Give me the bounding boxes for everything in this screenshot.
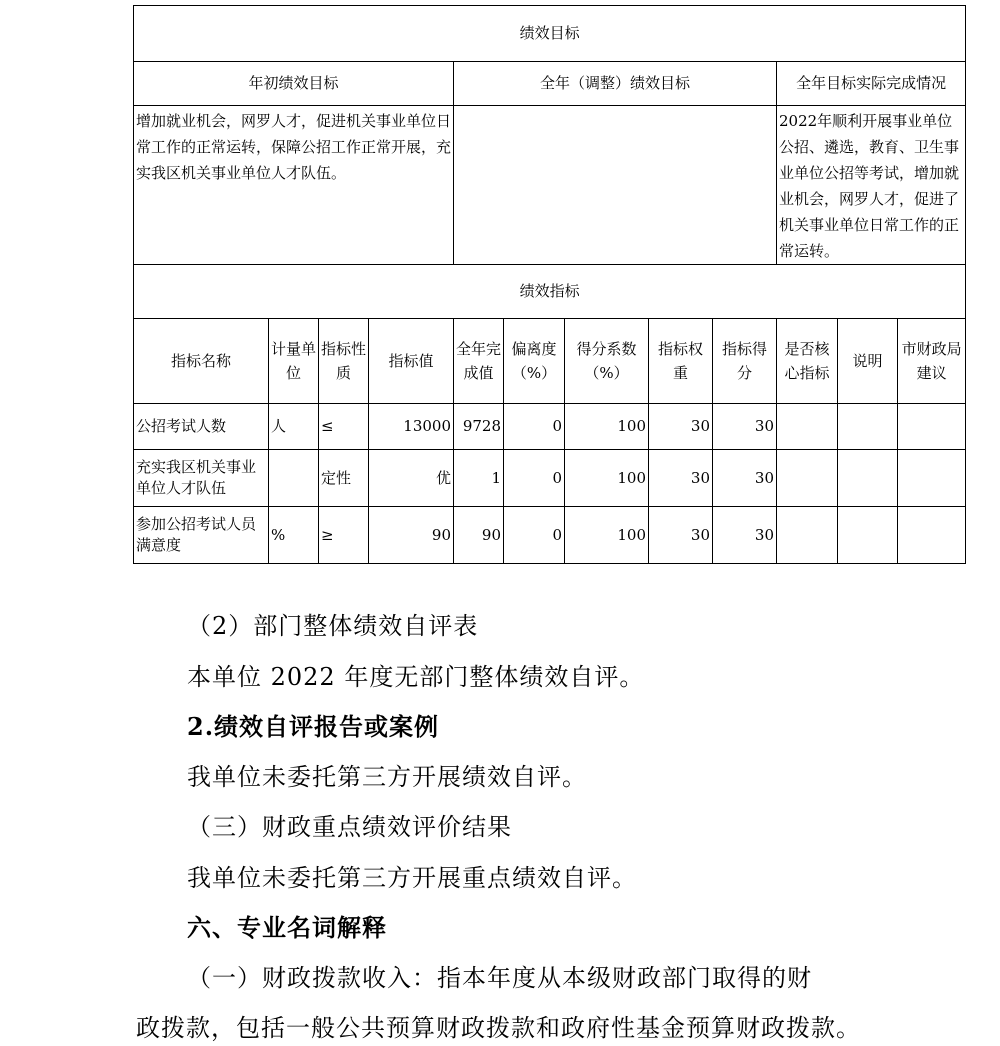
section-heading: 2.绩效自评报告或案例 [187, 712, 440, 741]
cell-nature: ≥ [319, 507, 369, 564]
cell-deviation: 0 [504, 450, 565, 507]
initial-goal-header: 年初绩效目标 [134, 62, 454, 106]
cell-name: 参加公招考试人员满意度 [134, 507, 269, 564]
cell-name: 公招考试人数 [134, 404, 269, 450]
col-note-header: 说明 [838, 319, 898, 404]
cell-unit: 人 [269, 404, 319, 450]
cell-unit: % [269, 507, 319, 564]
cell-target: 13000 [369, 404, 454, 450]
subsection-heading: （2）部门整体绩效自评表 [187, 612, 479, 640]
cell-weight: 30 [649, 404, 713, 450]
cell-score: 30 [713, 507, 777, 564]
section-heading: 六、专业名词解释 [187, 913, 387, 942]
actual-completion-header: 全年目标实际完成情况 [777, 62, 966, 106]
cell-actual: 90 [454, 507, 504, 564]
col-weight-header: 指标权重 [649, 319, 713, 404]
cell-name: 充实我区机关事业单位人才队伍 [134, 450, 269, 507]
initial-goal-text: 增加就业机会，网罗人才，促进机关事业单位日常工作的正常运转，保障公招工作正常开展，充实我区机关事业单位人才队伍。 [134, 106, 454, 265]
table-row [134, 507, 966, 564]
definition-term: （一）财政拨款收入： [187, 964, 437, 992]
col-unit-header: 计量单位 [269, 319, 319, 404]
cell-core [777, 450, 838, 507]
subsection-heading: （三）财政重点绩效评价结果 [187, 813, 512, 841]
paragraph: 我单位未委托第三方开展绩效自评。 [187, 763, 587, 791]
cell-weight: 30 [649, 450, 713, 507]
indicator-title: 绩效指标 [134, 265, 966, 319]
cell-weight: 30 [649, 507, 713, 564]
cell-deviation: 0 [504, 404, 565, 450]
cell-target: 优 [369, 450, 454, 507]
definition-paragraph [187, 962, 812, 994]
cell-note [838, 507, 898, 564]
cell-coefficient: 100 [565, 404, 649, 450]
table-title: 绩效目标 [134, 6, 966, 62]
paragraph: 本单位 2022 年度无部门整体绩效自评。 [187, 663, 645, 691]
cell-target: 90 [369, 507, 454, 564]
col-actual-header: 全年完成值 [454, 319, 504, 404]
cell-nature: 定性 [319, 450, 369, 507]
cell-coefficient: 100 [565, 507, 649, 564]
col-deviation-header: 偏离度（%） [504, 319, 565, 404]
col-score-header: 指标得分 [713, 319, 777, 404]
cell-suggestion [898, 507, 966, 564]
col-target-header: 指标值 [369, 319, 454, 404]
adjusted-goal-header: 全年（调整）绩效目标 [454, 62, 777, 106]
col-suggestion-header: 市财政局建议 [898, 319, 966, 404]
cell-core [777, 404, 838, 450]
cell-score: 30 [713, 404, 777, 450]
cell-note [838, 450, 898, 507]
col-coefficient-header: 得分系数（%） [565, 319, 649, 404]
table-row [134, 404, 966, 450]
paragraph-continuation: 政拨款，包括一般公共预算财政拨款和政府性基金预算财政拨款。 [136, 1014, 861, 1042]
cell-note [838, 404, 898, 450]
definition-text: 指本年度从本级财政部门取得的财 [437, 964, 812, 992]
cell-core [777, 507, 838, 564]
cell-coefficient: 100 [565, 450, 649, 507]
col-name-header: 指标名称 [134, 319, 269, 404]
cell-unit [269, 450, 319, 507]
col-nature-header: 指标性质 [319, 319, 369, 404]
cell-suggestion [898, 450, 966, 507]
adjusted-goal-text [454, 106, 777, 265]
cell-nature: ≤ [319, 404, 369, 450]
cell-score: 30 [713, 450, 777, 507]
cell-deviation: 0 [504, 507, 565, 564]
performance-table [133, 5, 966, 564]
col-core-header: 是否核心指标 [777, 319, 838, 404]
cell-actual: 1 [454, 450, 504, 507]
table-row [134, 450, 966, 507]
cell-actual: 9728 [454, 404, 504, 450]
paragraph: 我单位未委托第三方开展重点绩效自评。 [187, 864, 637, 892]
cell-suggestion [898, 404, 966, 450]
actual-completion-text: 2022年顺利开展事业单位公招、遴选，教育、卫生事业单位公招等考试，增加就业机会，网罗人才，促进了机关事业单位日常工作的正常运转。 [777, 106, 966, 265]
